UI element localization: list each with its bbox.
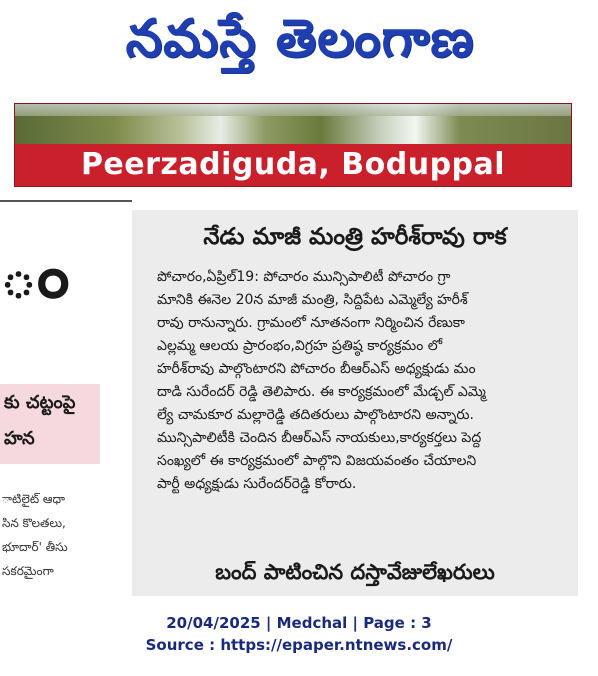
fragment-text-line: సకరమైంగా	[2, 564, 54, 578]
page-meta: 20/04/2025 | Medchal | Page : 3	[166, 614, 432, 632]
article-body	[157, 266, 561, 496]
fragment-headline: ం	[0, 239, 70, 313]
article-body-line: రావు రానున్నారు. గ్రామంలో నూతనంగా నిర్మించిన రేణుకా	[157, 315, 465, 331]
fragment-pink-line: హన	[4, 428, 35, 449]
article-body-line: ఎల్లమ్మ ఆలయ ప్రారంభం,విగ్రహ ప్రతిష్ఠ కార్యక్రమం లో	[157, 338, 443, 354]
banner-waterfall-photo	[15, 104, 571, 144]
newspaper-logo: నమస్తే తెలంగాణ	[125, 9, 475, 69]
article-body-line: మానికి ఈనెల 20న మాజీ మంత్రి, సిద్దిపేట ఎమ్మెల్యే హరీశ్	[157, 292, 468, 308]
article-body-line: హరీశ్‌రావు పాల్గొంటారని పోచారం బీఆర్ఎస్ అధ్యక్షుడు మం	[157, 361, 476, 377]
article-body-line: సంఖ్యలో ఈ కార్యక్రమంలో పాల్గొని విజయవంతం చేయాలని	[157, 453, 477, 469]
advertisement-banner	[14, 103, 572, 187]
fragment-pink-box	[0, 384, 100, 464]
next-article-headline: బంద్ పాటించిన దస్తావేజులేఖరులు	[215, 560, 495, 584]
fragment-text-line: సిన కొలతలు,	[2, 516, 66, 530]
banner-text: Peerzadiguda, Boduppal	[15, 144, 571, 186]
article-headline: నేడు మాజీ మంత్రి హరీశ్‌రావు రాక	[203, 224, 507, 250]
adjacent-article-fragment	[0, 202, 132, 596]
article-body-line: మున్సిపాలిటీకి చెందిన బీఆర్ఎస్ నాయకులు,కార్యకర్తలు పెద్ద	[157, 430, 482, 446]
source-link[interactable]: Source : https://epaper.ntnews.com/	[145, 636, 453, 654]
masthead	[0, 0, 598, 82]
article-body-line: పోచారం,ఏప్రిల్19: పోచారం మున్సిపాలిటీ పోచారం గ్రా	[157, 269, 451, 285]
fragment-pink-line: కు చట్టంపై	[4, 392, 76, 413]
fragment-text-line: ాటిలైట్ ఆధా	[2, 492, 65, 506]
fragment-text-line: భూదార్' తీసు	[2, 540, 68, 554]
article-body-line: దాడి సురేందర్ రెడ్డి తెలిపారు. ఈ కార్యక్రమంలో మేడ్చల్ ఎమ్మె	[157, 384, 486, 400]
article-body-line: పార్టీ అధ్యక్షుడు సురేందర్‌రెడ్డి కోరారు.	[157, 476, 357, 492]
article-body-line: ల్యే చామకూర మల్లారెడ్డి తదితరులు పాల్గొంటారని అన్నారు.	[157, 407, 474, 423]
news-article	[132, 210, 578, 596]
